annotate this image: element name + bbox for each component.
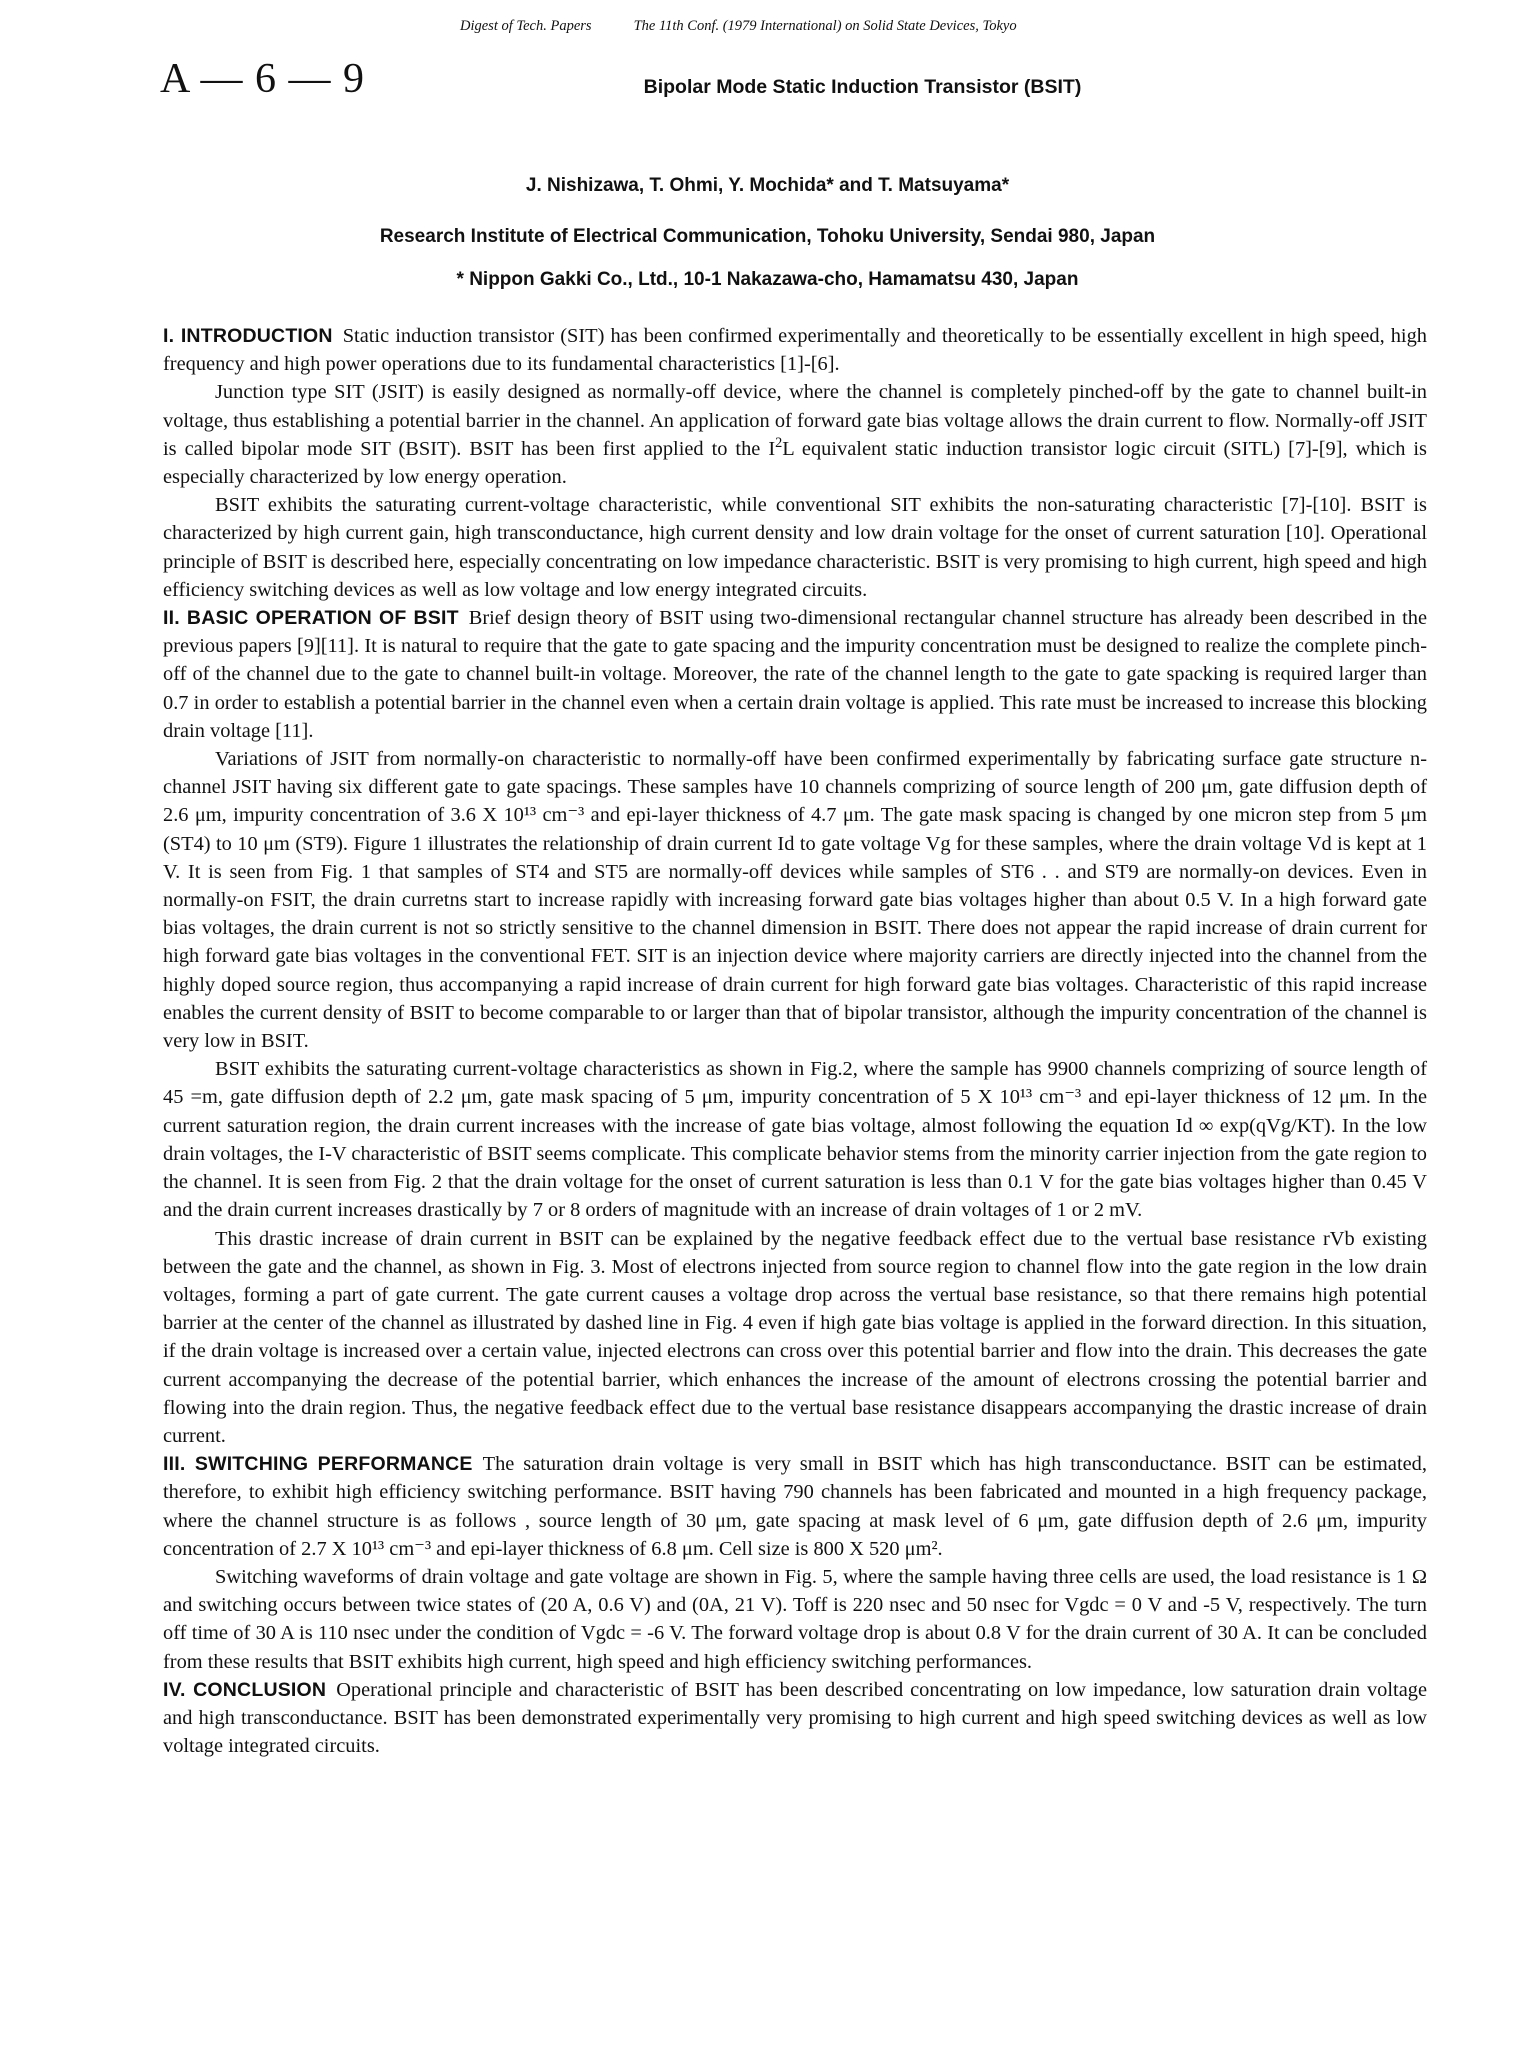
intro-superscript: 2 [775, 435, 783, 452]
affiliation: Research Institute of Electrical Communication, Tohoku University, Sendai 980, Japan [379, 226, 1156, 247]
digest-label: Digest of Tech. Papers [460, 18, 592, 34]
basic-paragraph-4: This drastic increase of drain current in BSIT can be explained by the negative feedback effect due to the vertual base resistance rVb existing between the gate and the channel, as shown in Fig. 3. Most of electrons injected from source region to channel flow into the gate region in the low drain voltages, forming a part of gate current. The gate current causes a voltage drop across the vertual base resistance, so that there remains high potential barrier at the center of the channel as illustrated by dashed line in Fig. 4 even if high gate bias voltage is applied in the forward direction. In this situation, if the drain voltage is increased over a certain value, injected electrons can cross over this potential barrier and flow into the drain. This decreases the gate current accompanying the decrease of the potential barrier, which enhances the increase of the amount of electrons crossing the potential barrier and flowing into the drain region. Thus, the negative feedback effect due to the vertual base resistance disappears accompanying the drastic increase of drain current. [163, 1227, 1427, 1447]
intro-paragraph-2 [163, 378, 1427, 491]
intro-paragraph-3: BSIT exhibits the saturating current-voltage characteristic, while conventional SIT exhibits the non-saturating characteristic [7]-[10]. BSIT is characterized by high current gain, high transconductance, high current density and low drain voltage for the onset of current saturation [10]. Operational principle of BSIT is described here, especially concentrating on low impedance characteristic. BSIT is very promising to high current, high speed and high efficiency switching devices as well as low voltage and low energy integrated circuits. [163, 494, 1427, 601]
switching-text-1: The saturation drain voltage is very small in BSIT which has high transconductance. BSIT can be estimated, therefore, to exhibit high efficiency switching performance. BSIT having 790 channels has been fabricated and mounted in a high frequency package, where the channel structure is as follows , source length of 30 μm, gate spacing at mask level of 6 μm, gate diffusion depth of 2.6 μm, impurity concentration of 2.7 X 10¹³ cm⁻³ and epi-layer thickness of 6.8 μm. Cell size is 800 X 520 μm². [163, 1453, 1427, 1560]
basic-paragraph-3: BSIT exhibits the saturating current-voltage characteristics as shown in Fig.2, where the sample has 9900 channels comprizing of source length of 45 =m, gate diffusion depth of 2.2 μm, gate mask spacing of 5 μm, impurity concentration of 5 X 10¹³ cm⁻³ and epi-layer thickness of 12 μm. In the current saturation region, the drain current increases with the increase of gate bias voltage, almost following the equation Id ∞ exp(qVg/KT). In the low drain voltages, the I-V characteristic of BSIT seems complicate. This complicate behavior stems from the minority carrier injection from the gate region to the channel. It is seen from Fig. 2 that the drain voltage for the onset of current saturation is less than 0.1 V for the gate bias voltages higher than 0.45 V and the drain current increases drastically by 7 or 8 orders of magnitude with an increase of drain voltages of 1 or 2 mV. [163, 1058, 1427, 1222]
running-head [460, 18, 1059, 35]
intro-text-2a: Junction type SIT (JSIT) is easily designed as normally-off device, where the channel is completely pinched-off by the gate to channel built-in voltage, thus establishing a potential barrier in the channel. An application of forward gate bias voltage allows the drain current to flow. Normally-off JSIT is called bipolar mode SIT (BSIT). BSIT has been first applied to the I [163, 381, 1427, 460]
switching-paragraph-2: Switching waveforms of drain voltage and gate voltage are shown in Fig. 5, where the sample having three cells are used, the load resistance is 1 Ω and switching occurs between twice states of (20 A, 0.6 V) and (0A, 21 V). Toff is 220 nsec and 50 nsec for Vgdc = 0 V and -5 V, respectively. The turn off time of 30 A is 110 nsec under the condition of Vgdc = -6 V. The forward voltage drop is about 0.8 V for the drain current of 30 A. It can be concluded from these results that BSIT exhibits high current, high speed and high efficiency switching performances. [163, 1565, 1427, 1673]
switching-heading: III. SWITCHING PERFORMANCE [163, 1453, 473, 1476]
affiliation-secondary: * Nippon Gakki Co., Ltd., 10-1 Nakazawa-cho, Hamamatsu 430, Japan [456, 269, 1079, 290]
intro-paragraph-1 [163, 322, 1427, 378]
basic-heading: II. BASIC OPERATION OF BSIT [163, 607, 459, 630]
authors: J. Nishizawa, T. Ohmi, Y. Mochida* and T. Matsuyama* [525, 175, 1010, 196]
basic-paragraph-1 [163, 604, 1427, 745]
conclusion-heading: IV. CONCLUSION [163, 1678, 327, 1701]
paper-body [163, 322, 1427, 1760]
basic-text-1: Brief design theory of BSIT using two-dimensional rectangular channel structure has already been described in the previous papers [9][11]. It is natural to require that the gate to gate spacing and the impurity concentration must be designed to realize the complete pinch-off of the channel due to the gate to channel built-in voltage. Moreover, the rate of the channel length to the gate to gate spacking is required larger than 0.7 in order to establish a potential barrier in the channel even when a certain drain voltage is applied. This rate must be increased to increase this blocking drain voltage [11]. [163, 607, 1428, 742]
conference-label: The 11th Conf. (1979 International) on Solid State Devices, Tokyo [633, 18, 1017, 34]
basic-paragraph-2: Variations of JSIT from normally-on characteristic to normally-off have been confirmed experimentally by fabricating surface gate structure n-channel JSIT having six different gate to gate spacings. These samples have 10 channels comprizing of source length of 200 μm, gate diffusion depth of 2.6 μm, impurity concentration of 3.6 X 10¹³ cm⁻³ and epi-layer thickness of 4.7 μm. The gate mask spacing is changed by one micron step from 5 μm (ST4) to 10 μm (ST9). Figure 1 illustrates the relationship of drain current Id to gate voltage Vg for these samples, where the drain voltage Vd is kept at 1 V. It is seen from Fig. 1 that samples of ST4 and ST5 are normally-off devices while samples of ST6 . . and ST9 are normally-on devices. Even in normally-on FSIT, the drain curretns start to increase rapidly with increasing forward gate bias voltages higher than about 0.5 V. In a high forward gate bias voltages, the drain current is not so strictly sensitive to the channel dimension in BSIT. There does not appear the rapid increase of drain current for high forward gate bias voltages in the conventional FET. SIT is an injection device where majority carriers are directly injected into the channel from the highly doped source region, thus accompanying a rapid increase of drain current for high forward gate bias voltages. Characteristic of this rapid increase enables the current density of BSIT to become comparable to or larger than that of bipolar transistor, although the impurity concentration of the channel is very low in BSIT. [163, 748, 1427, 1053]
paper-id: A — 6 — 9 [160, 56, 366, 102]
intro-heading: I. INTRODUCTION [163, 325, 333, 347]
paper-title: Bipolar Mode Static Induction Transistor (BSIT) [643, 76, 1082, 98]
conclusion-paragraph [163, 1676, 1427, 1761]
conclusion-text: Operational principle and characteristic of BSIT has been described concentrating on low impedance, low saturation drain voltage and high transconductance. BSIT has been demonstrated experimentally very promising to high current and high speed switching devices as well as low voltage integrated circuits. [163, 1678, 1427, 1758]
intro-text-2b: L equivalent static induction transistor logic circuit (SITL) [7]-[9], which is especially characterized by low energy operation. [163, 437, 1427, 489]
switching-paragraph-1 [163, 1450, 1427, 1563]
intro-text-1: Static induction transistor (SIT) has been confirmed experimentally and theoretically to be essentially excellent in high speed, high frequency and high power operations due to its fundamental characteristics [1]-[6]. [163, 325, 1427, 376]
